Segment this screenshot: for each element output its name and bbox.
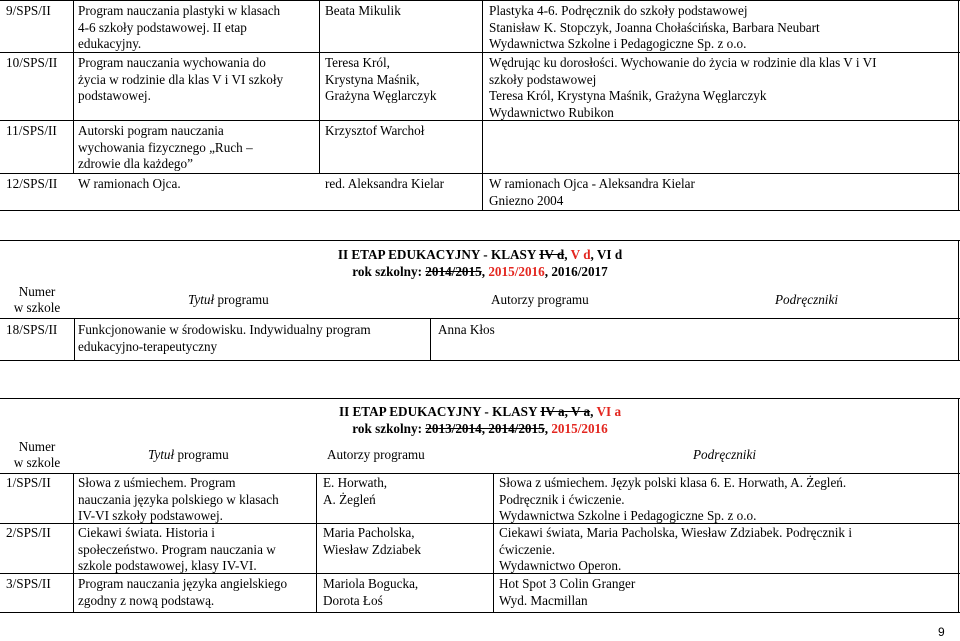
bottom-table-border-top — [0, 398, 960, 399]
program-line: szkole podstawowej, klasy IV-VI. — [78, 558, 257, 573]
heading-sep: , — [564, 247, 571, 262]
book-line: Plastyka 4-6. Podręcznik do szkoły podstawowej — [489, 3, 748, 18]
heading-struck: IV a, V a — [540, 404, 591, 419]
book-line: Teresa Król, Krystyna Maśnik, Grażyna Węglarczyk — [489, 88, 767, 103]
program-line: społeczeństwo. Program nauczania w — [78, 541, 276, 557]
book-line: Podręcznik i ćwiczenie. — [499, 491, 625, 507]
author-line: E. Horwath, — [323, 475, 388, 490]
year-sep: , — [481, 264, 489, 279]
top-table-border-bottom — [0, 210, 960, 211]
book-line: Słowa z uśmiechem. Język polski klasa 6. E. Horwath, A. Żegleń. — [499, 475, 847, 490]
col-header-number: Numer — [18, 284, 56, 299]
col-header-title: Tytuł programu — [148, 447, 229, 462]
mid-table-border-bottom — [0, 360, 960, 361]
author-line: Grażyna Węglarczyk — [325, 88, 437, 103]
book-line: Wędrując ku dorosłości. Wychowanie do życia w rodzinie dla klas V i VI — [489, 55, 877, 70]
col-header-authors: Autorzy programu — [327, 447, 425, 462]
row-number: 3/SPS/II — [6, 576, 51, 591]
row-number: 9/SPS/II — [6, 3, 51, 18]
col-divider — [493, 473, 494, 612]
row-divider — [0, 120, 960, 121]
col-header-title: Tytuł programu — [188, 292, 269, 307]
col-divider — [958, 0, 959, 210]
program-line: Słowa z uśmiechem. Program — [78, 475, 236, 490]
program-line: zdrowie dla każdego” — [78, 156, 193, 171]
book-line: Wydawnictwo Rubikon — [489, 104, 614, 120]
year-red: 2015/2016 — [551, 421, 608, 436]
program-line: Ciekawi świata. Historia i — [78, 525, 215, 540]
bottom-school-year — [0, 421, 960, 438]
row-number: 12/SPS/II — [6, 176, 58, 191]
author-line: Wiesław Zdziabek — [323, 541, 421, 557]
col-divider — [319, 0, 320, 174]
program-line: edukacyjny. — [78, 36, 142, 51]
year-struck: 2014/2015 — [425, 264, 482, 279]
bottom-table-border-bottom — [0, 612, 960, 613]
book-line: Wyd. Macmillan — [499, 592, 588, 608]
program-line: Program nauczania języka angielskiego — [78, 576, 288, 591]
program-line: Funkcjonowanie w środowisku. Indywidualny program — [78, 322, 371, 337]
book-line: Wydawnictwo Operon. — [499, 558, 622, 573]
author-line: Beata Mikulik — [325, 3, 401, 18]
book-line: Stanisław K. Stopczyk, Joanna Chołaścińska, Barbara Neubart — [489, 19, 820, 35]
row-number: 11/SPS/II — [6, 123, 57, 138]
program-line: IV-VI szkoły podstawowej. — [78, 508, 223, 523]
top-table-border-top — [0, 0, 960, 1]
col-header-number: w szkole — [13, 455, 61, 470]
book-line: szkoły podstawowej — [489, 71, 597, 87]
author-line: Maria Pacholska, — [323, 525, 415, 540]
book-line: Wydawnictwa Szkolne i Pedagogiczne Sp. z o.o. — [489, 36, 747, 51]
book-line: Wydawnictwa Szkolne i Pedagogiczne Sp. z o.o. — [499, 508, 757, 523]
program-line: Autorski pogram nauczania — [78, 123, 224, 138]
year-prefix: rok szkolny: — [352, 264, 426, 279]
row-divider — [0, 473, 960, 474]
author-line: A. Żegleń — [323, 491, 376, 507]
year-red: 2015/2016 — [488, 264, 545, 279]
year-prefix: rok szkolny: — [352, 421, 426, 436]
page-number: 9 — [938, 625, 945, 639]
program-line: W ramionach Ojca. — [78, 176, 181, 191]
program-line: Program nauczania plastyki w klasach — [78, 3, 281, 18]
col-divider — [73, 473, 74, 612]
book-line: Ciekawi świata, Maria Pacholska, Wiesław Zdziabek. Podręcznik i — [499, 525, 852, 540]
heading-sep: , — [590, 404, 597, 419]
row-number: 18/SPS/II — [6, 322, 58, 337]
book-line: W ramionach Ojca - Aleksandra Kielar — [489, 176, 695, 191]
book-line: Hot Spot 3 Colin Granger — [499, 576, 636, 591]
row-divider — [0, 318, 960, 319]
program-line: podstawowej. — [78, 88, 151, 103]
row-divider — [0, 173, 960, 174]
heading-prefix: II ETAP EDUKACYJNY - KLASY — [337, 247, 540, 262]
author-line: Mariola Bogucka, — [323, 576, 419, 591]
author-line: Krystyna Maśnik, — [325, 71, 420, 87]
book-line: Gniezno 2004 — [489, 192, 564, 208]
year-sep: , — [544, 421, 552, 436]
program-line: zgodny z nową podstawą. — [78, 592, 215, 608]
program-line: nauczania języka polskiego w klasach — [78, 491, 279, 507]
col-header-number: Numer — [18, 439, 56, 454]
col-divider — [482, 0, 483, 210]
program-line: edukacyjno-terapeutyczny — [78, 338, 218, 354]
row-number: 10/SPS/II — [6, 55, 58, 70]
book-line: ćwiczenie. — [499, 541, 556, 557]
program-line: Program nauczania wychowania do — [78, 55, 266, 70]
row-number: 2/SPS/II — [6, 525, 51, 540]
program-line: życia w rodzinie dla klas V i VI szkoły — [78, 71, 284, 87]
author-line: Teresa Król, — [325, 55, 390, 70]
mid-school-year — [0, 264, 960, 281]
author-line: red. Aleksandra Kielar — [325, 176, 445, 191]
heading-prefix: II ETAP EDUKACYJNY - KLASY — [338, 404, 541, 419]
heading-struck: IV d — [539, 247, 565, 262]
col-divider — [316, 473, 317, 612]
program-line: wychowania fizycznego „Ruch – — [78, 139, 253, 155]
heading-red: V d — [570, 247, 591, 262]
year-suffix: , 2016/2017 — [544, 264, 608, 279]
col-header-books: Podręczniki — [693, 447, 756, 462]
author-line: Anna Kłos — [438, 322, 495, 337]
col-divider — [74, 318, 75, 360]
mid-table-border-top — [0, 240, 960, 241]
col-header-number: w szkole — [13, 300, 61, 315]
program-line: 4-6 szkoły podstawowej. II etap — [78, 19, 247, 35]
mid-heading — [0, 247, 960, 264]
col-header-books: Podręczniki — [775, 292, 838, 307]
col-divider — [73, 0, 74, 174]
heading-suffix: , VI d — [590, 247, 623, 262]
year-struck: 2013/2014, 2014/2015 — [425, 421, 545, 436]
heading-red: VI a — [596, 404, 622, 419]
col-header-authors: Autorzy programu — [491, 292, 589, 307]
bottom-heading — [0, 404, 960, 421]
row-divider — [0, 52, 960, 53]
author-line: Krzysztof Warchoł — [325, 123, 425, 138]
row-number: 1/SPS/II — [6, 475, 51, 490]
author-line: Dorota Łoś — [323, 592, 383, 608]
col-divider — [430, 318, 431, 360]
